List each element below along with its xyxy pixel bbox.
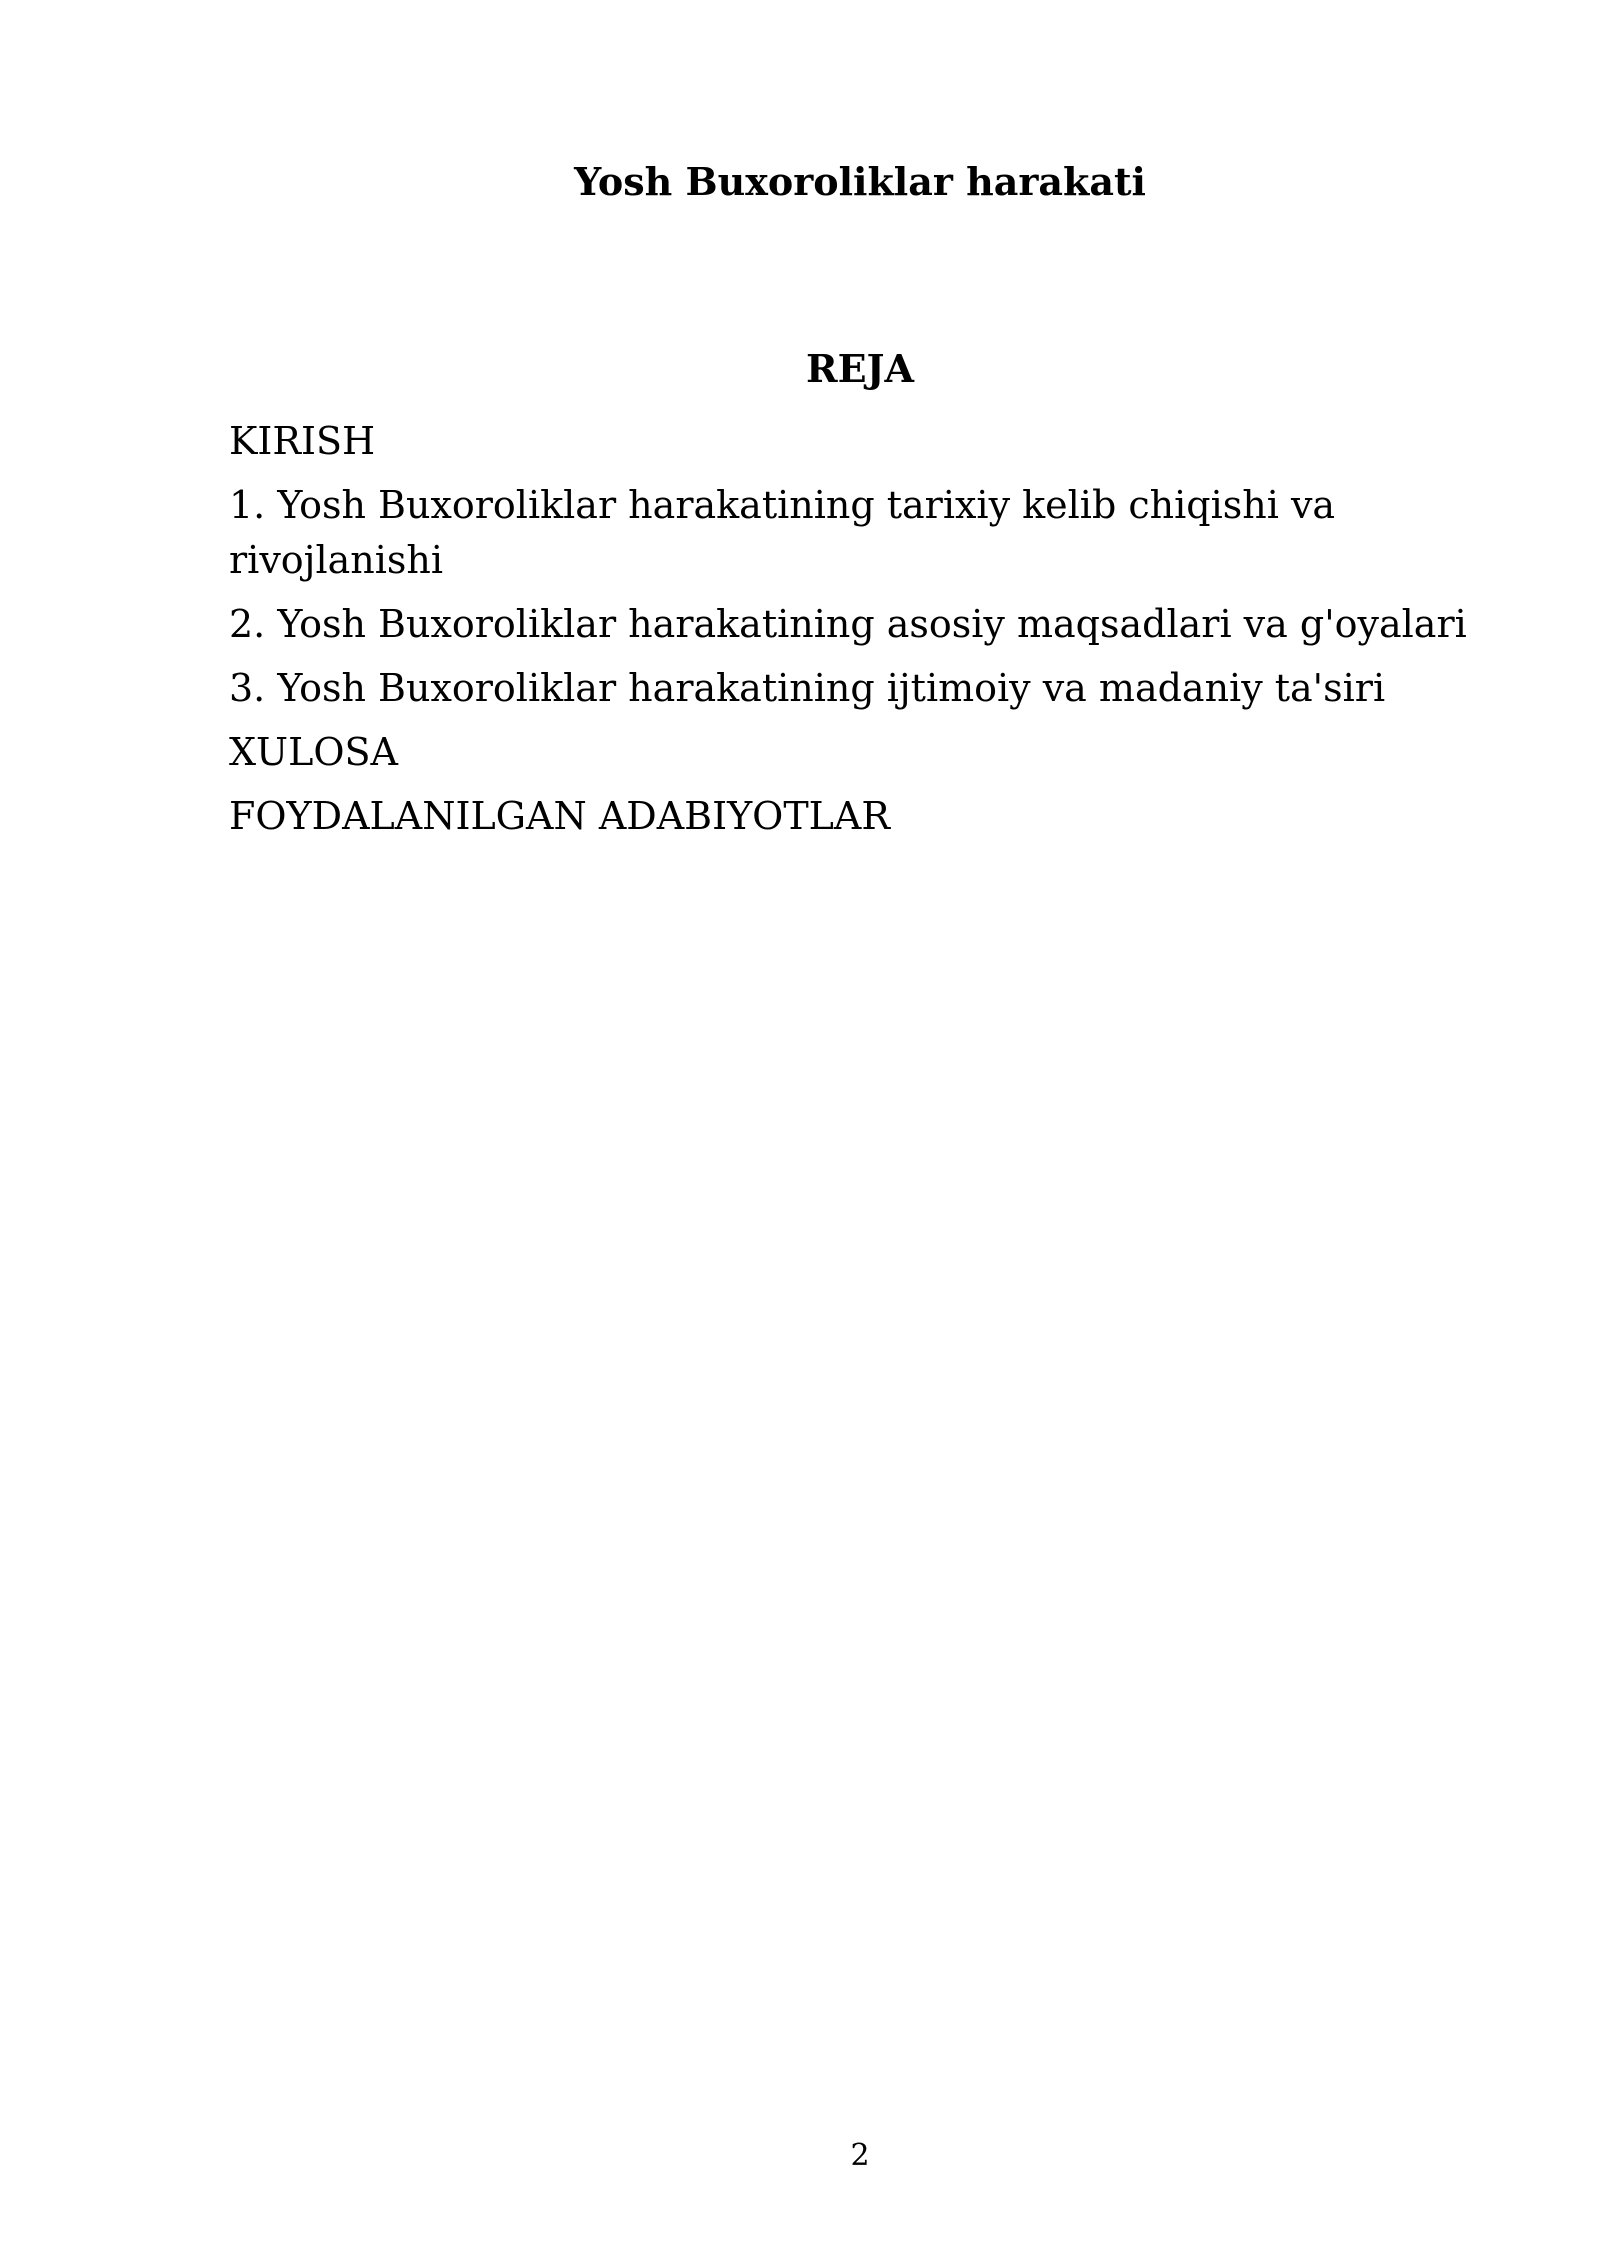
plan-item-2: 2. Yosh Buxoroliklar harakatining asosiy maqsadlari va g'oyalari bbox=[229, 602, 1467, 646]
plan-item-1: 1. Yosh Buxoroliklar harakatining tarixiy kelib chiqishi va rivojlanishi bbox=[229, 483, 1336, 582]
plan-item-references: FOYDALANILGAN ADABIYOTLAR bbox=[229, 794, 890, 838]
plan-list bbox=[229, 414, 1479, 853]
plan-item-introduction: KIRISH bbox=[229, 419, 376, 463]
plan-heading: REJA bbox=[805, 346, 914, 391]
plan-item-3: 3. Yosh Buxoroliklar harakatining ijtimoiy va madaniy ta'siri bbox=[229, 666, 1386, 710]
plan-item-conclusion: XULOSA bbox=[229, 730, 398, 774]
page-number: 2 bbox=[850, 2138, 870, 2173]
document-title: Yosh Buxoroliklar harakati bbox=[574, 159, 1146, 204]
